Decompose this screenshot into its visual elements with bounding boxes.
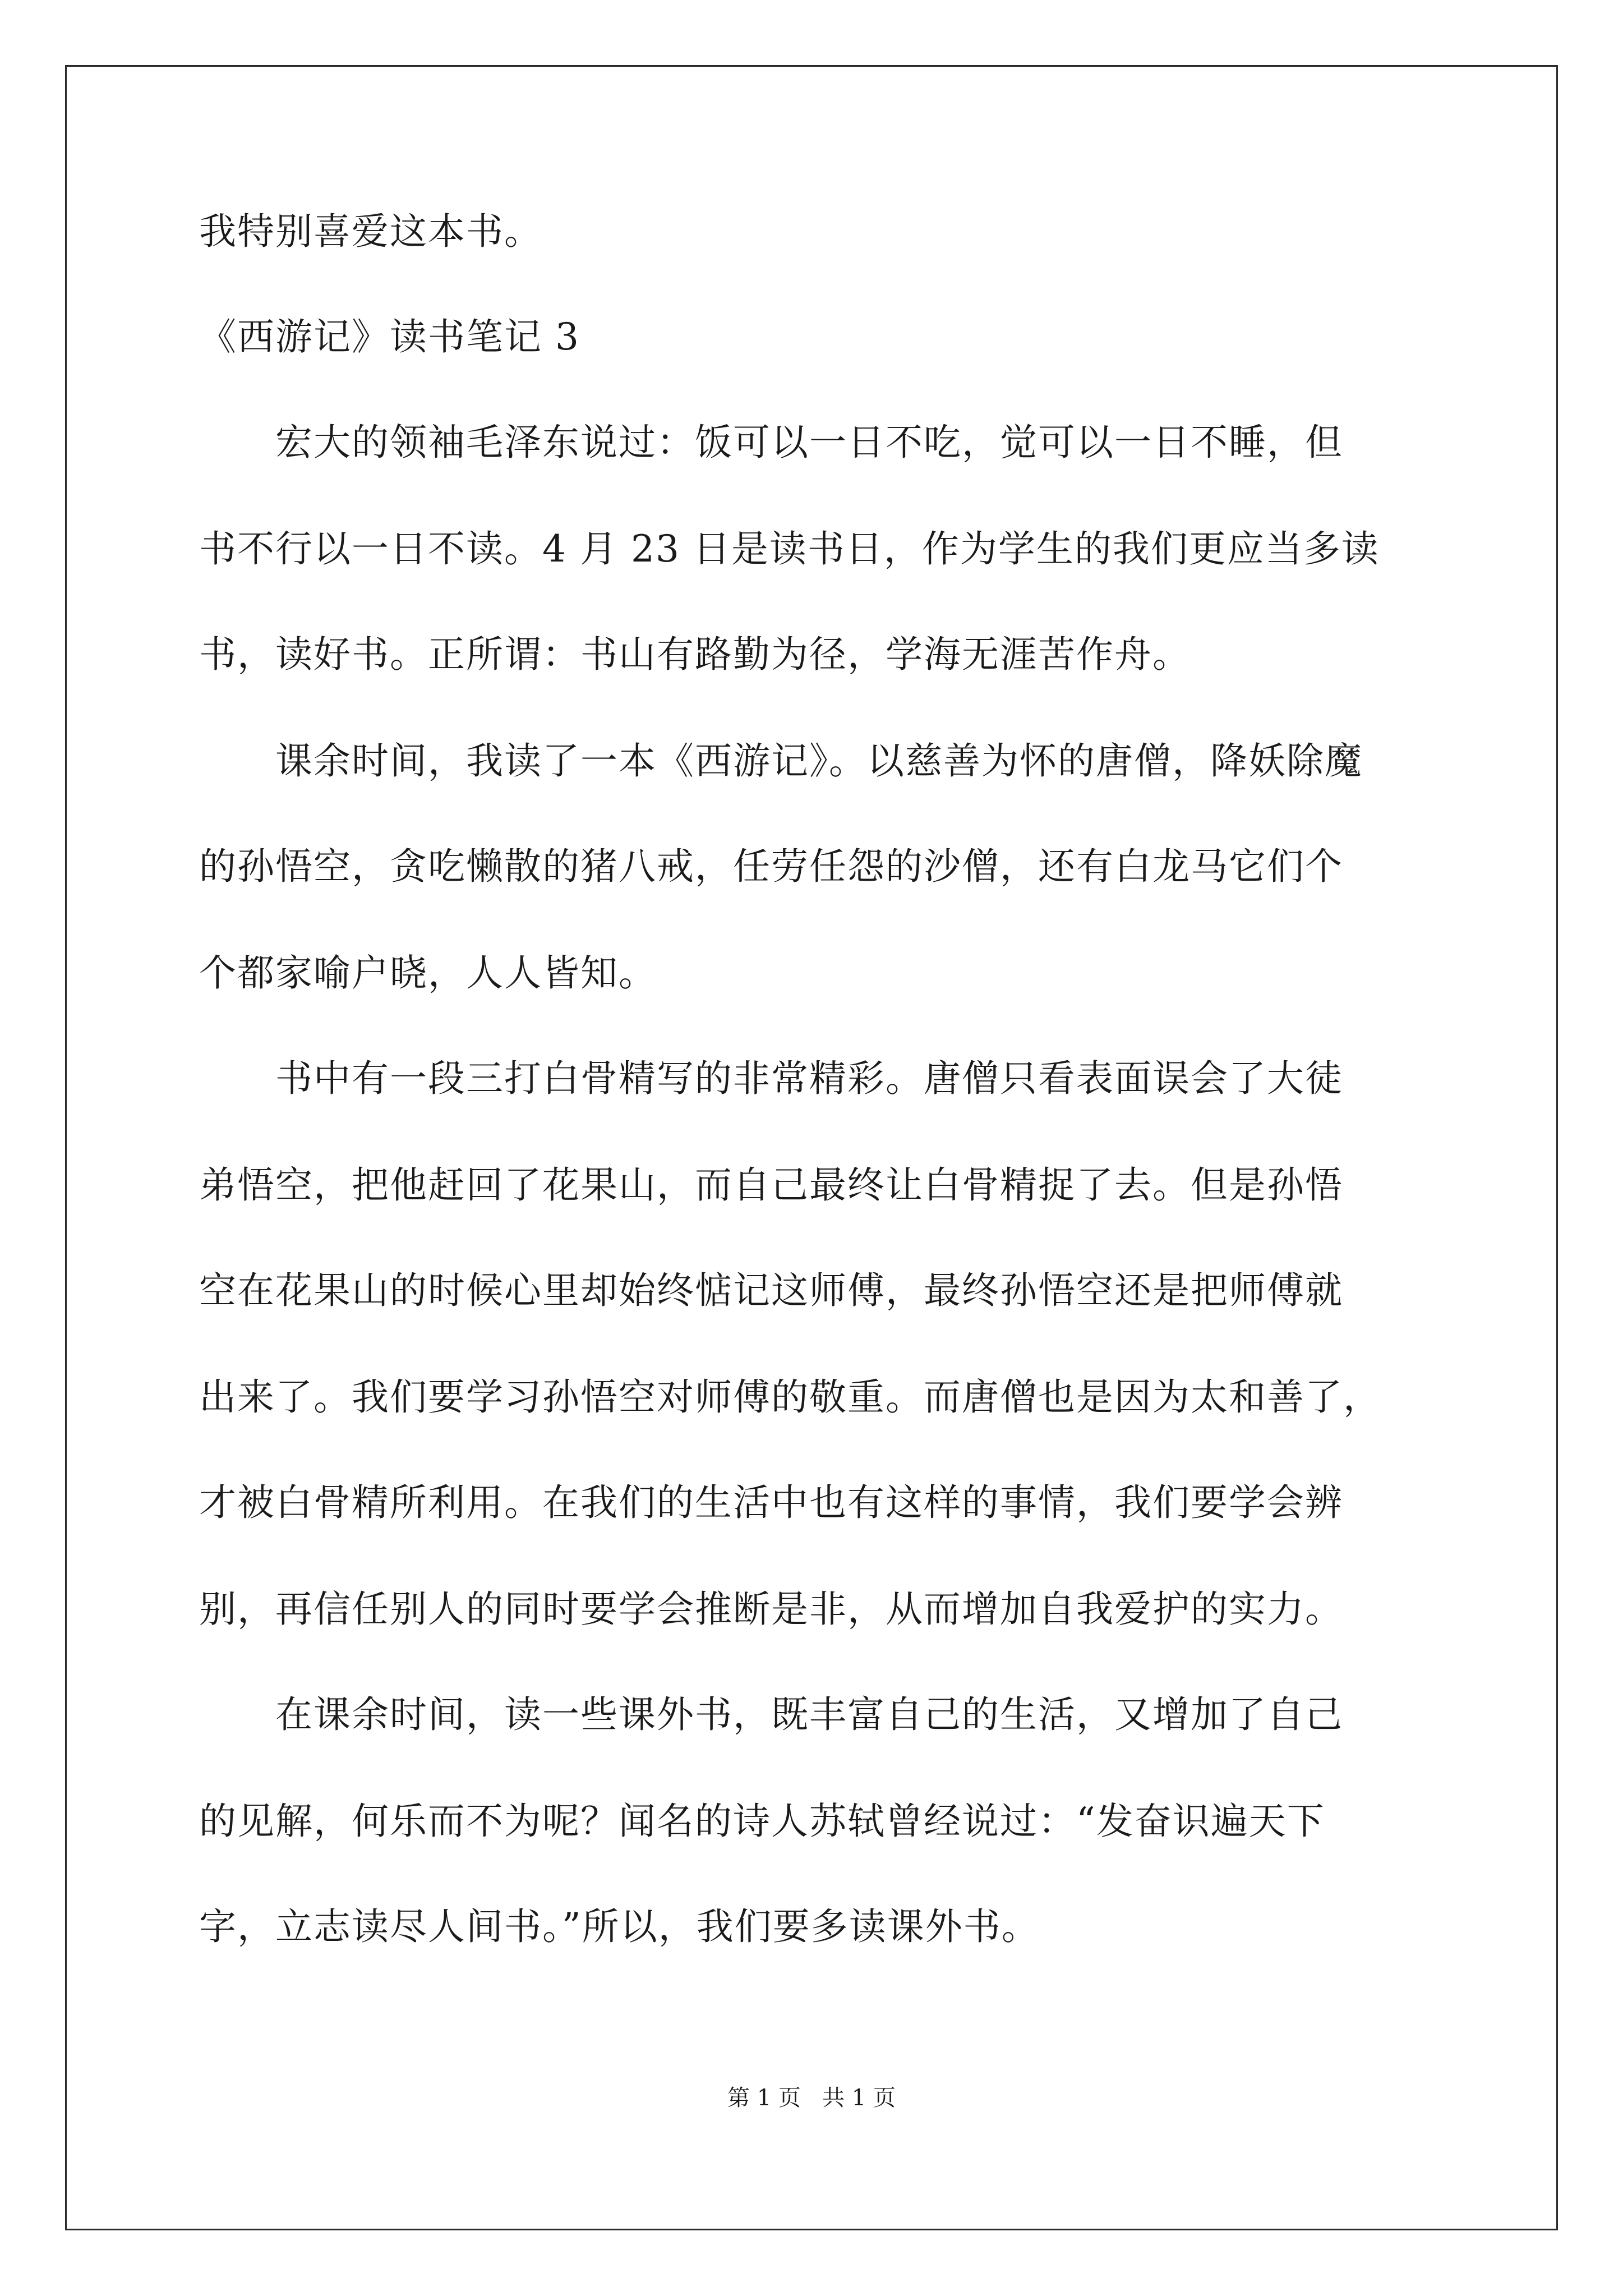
body-line: 才被白骨精所利用。在我们的生活中也有这样的事情，我们要学会辨: [199, 1481, 1343, 1524]
body-line: 课余时间，我读了一本《西游记》。以慈善为怀的唐僧，降妖除魔: [199, 739, 1363, 783]
body-line: 书，读好书。正所谓：书山有路勤为径，学海无涯苦作舟。: [199, 633, 1191, 676]
body-line: 我特别喜爱这本书。: [199, 210, 542, 253]
body-line: 别，再信任别人的同时要学会推断是非，从而增加自我爱护的实力。: [199, 1588, 1343, 1631]
page-footer: 第 1 页 共 1 页: [727, 2085, 896, 2111]
body-line: 字，立志读尽人间书。”所以，我们要多读课外书。: [199, 1905, 1040, 1948]
body-line: 空在花果山的时候心里却始终惦记这师傅，最终孙悟空还是把师傅就: [199, 1269, 1343, 1312]
body-line: 的见解，何乐而不为呢？闻名的诗人苏轼曾经说过：“发奋识遍天下: [199, 1800, 1325, 1843]
body-line: 在课余时间，读一些课外书，既丰富自己的生活，又增加了自己: [199, 1693, 1343, 1736]
body-line: 的孙悟空，贪吃懒散的猪八戒，任劳任怨的沙僧，还有白龙马它们个: [199, 845, 1343, 888]
body-line: 宏大的领袖毛泽东说过：饭可以一日不吃，觉可以一日不睡，但: [199, 421, 1343, 464]
section-heading: 《西游记》读书笔记 3: [199, 315, 580, 358]
body-line: 个都家喻户晓，人人皆知。: [199, 951, 657, 995]
body-line: 出来了。我们要学习孙悟空对师傅的敬重。而唐僧也是因为太和善了，: [199, 1375, 1381, 1419]
body-line: 书中有一段三打白骨精写的非常精彩。唐僧只看表面误会了大徒: [199, 1057, 1343, 1100]
body-line: 书不行以一日不读。4 月 23 日是读书日，作为学生的我们更应当多读: [199, 527, 1380, 570]
body-line: 弟悟空，把他赶回了花果山，而自己最终让白骨精捉了去。但是孙悟: [199, 1163, 1343, 1207]
